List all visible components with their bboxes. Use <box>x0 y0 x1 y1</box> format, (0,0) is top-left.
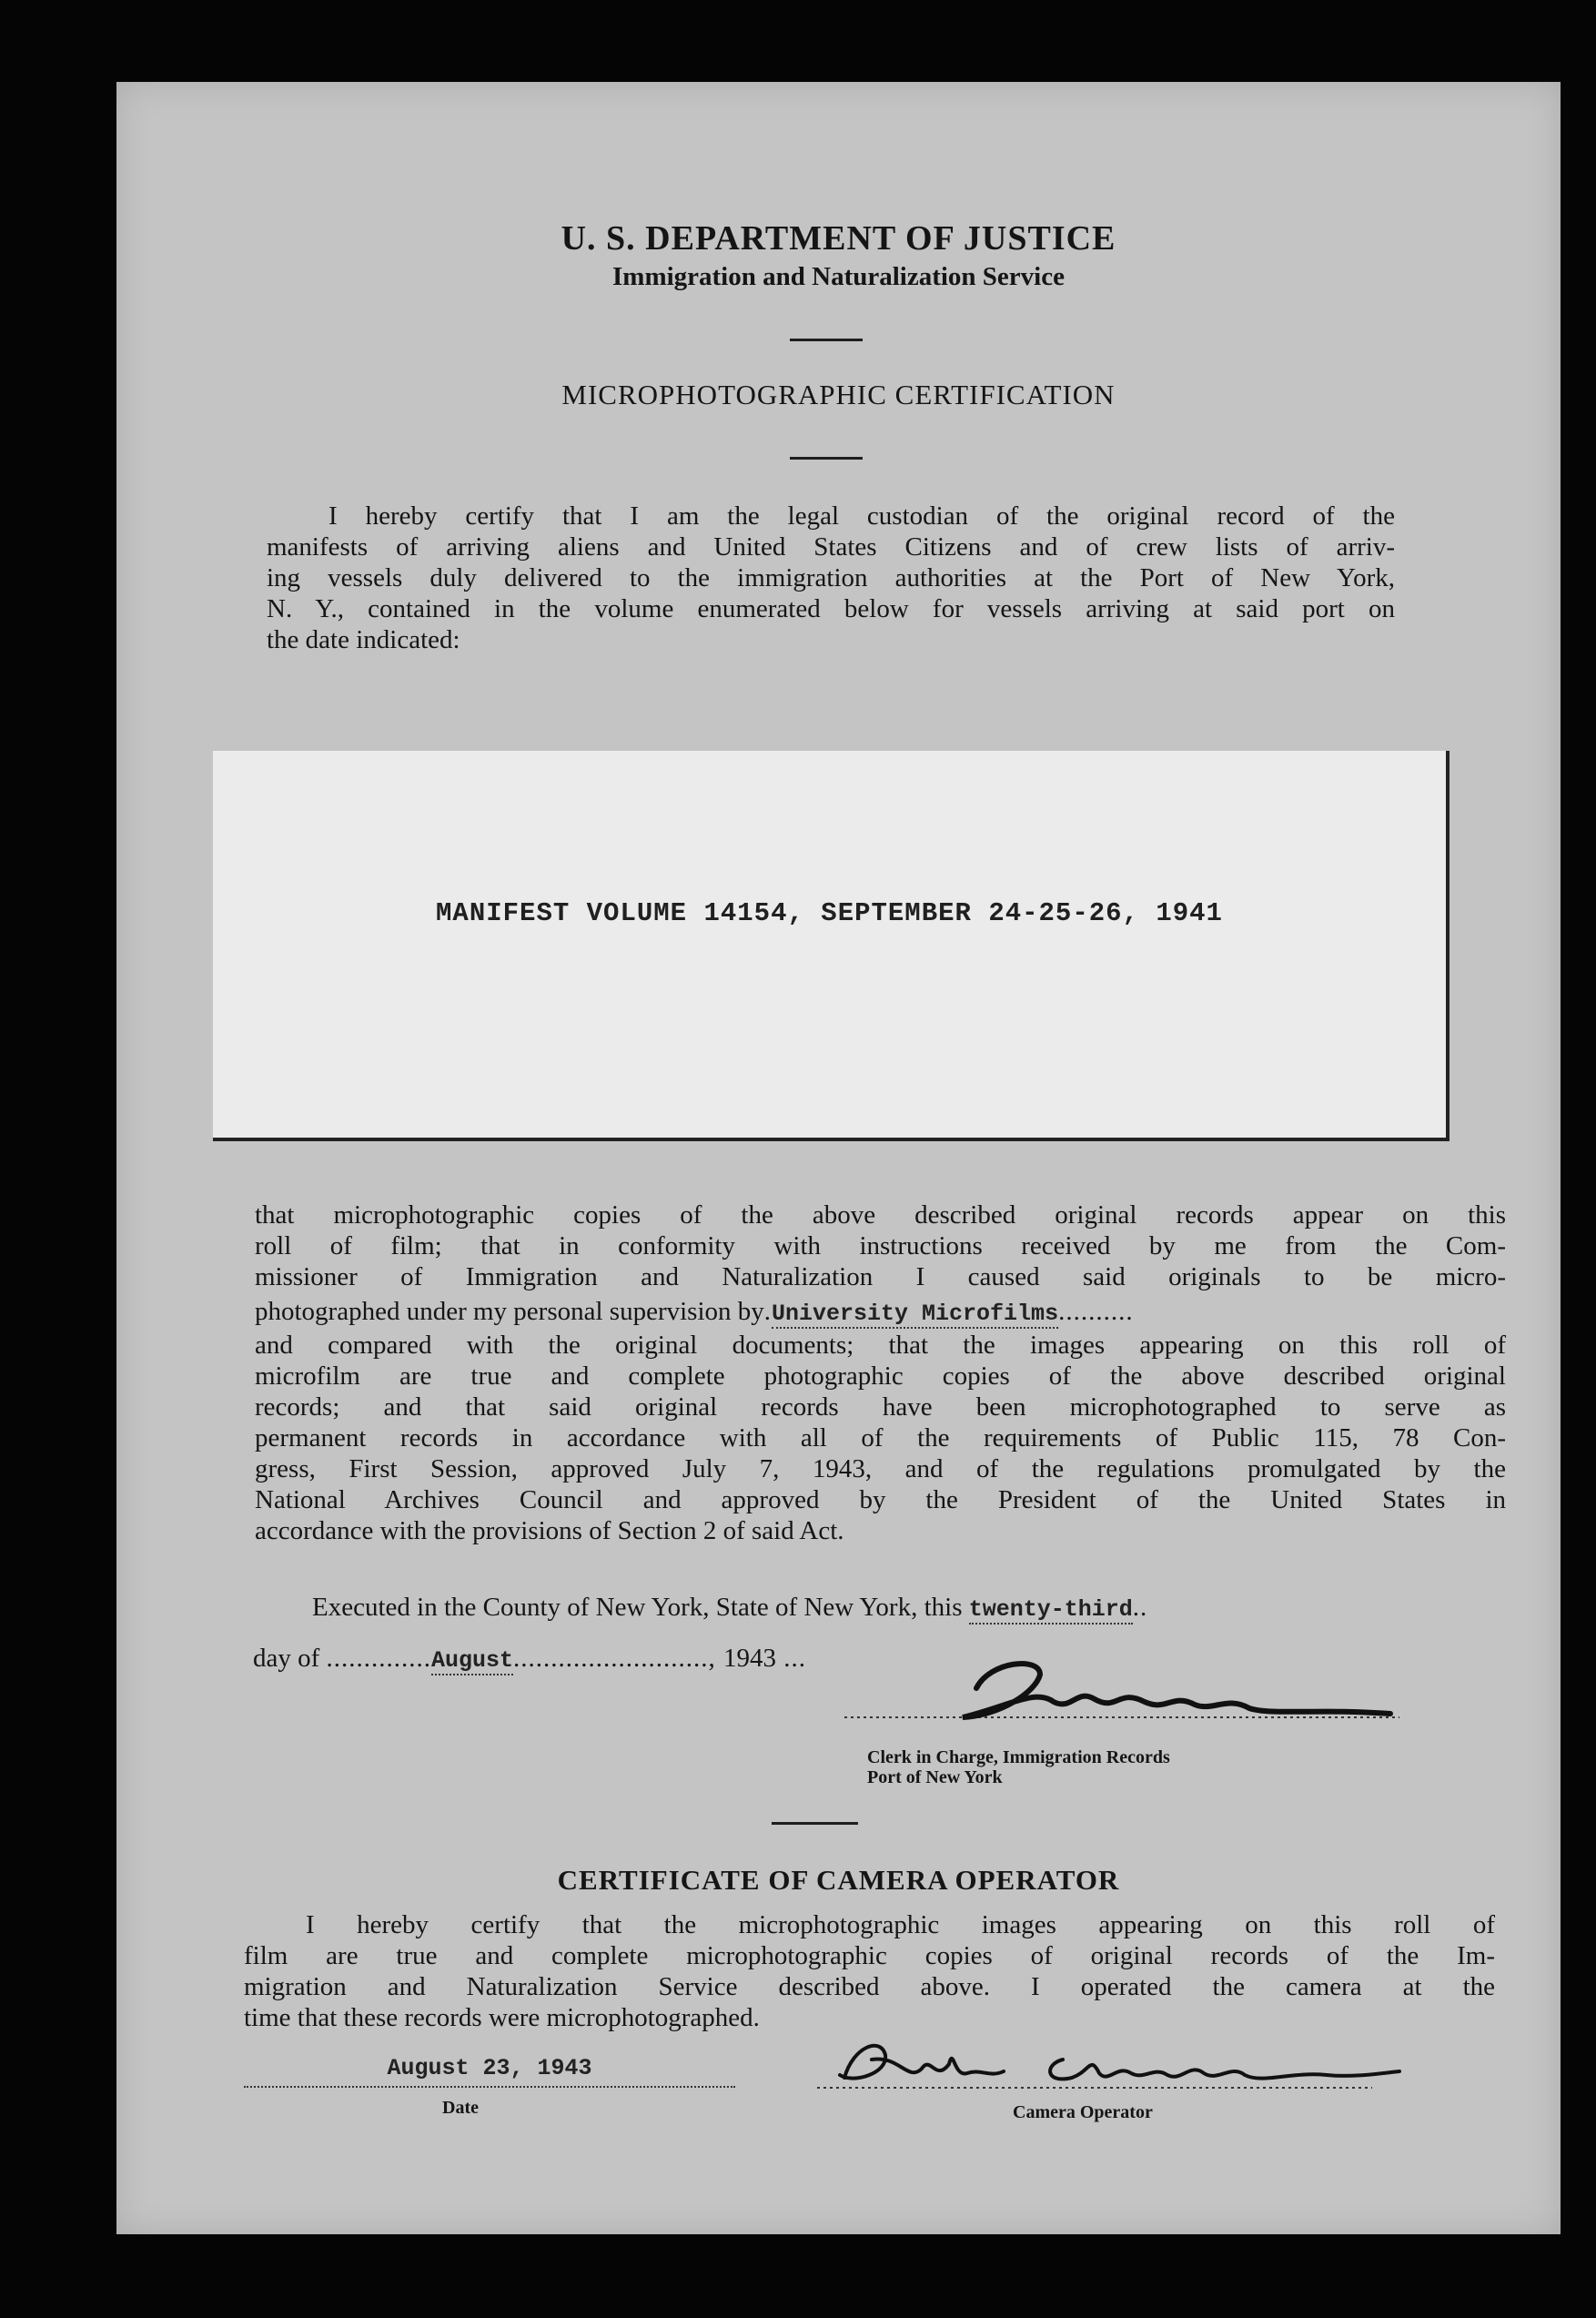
department-title: U. S. DEPARTMENT OF JUSTICE <box>561 219 1116 258</box>
operator-signature <box>817 2028 1509 2100</box>
clerk-title-line: Clerk in Charge, Immigration Records <box>867 1747 1170 1767</box>
intro-paragraph <box>267 501 1395 655</box>
body-paragraph <box>255 1199 1506 1546</box>
paragraph-line: film are true and complete microphotographic copies of original records of the Im- <box>244 1941 1495 1970</box>
day-of-line: day of ..............August.........................., 1943 ... <box>253 1644 807 1674</box>
manifest-volume-text: MANIFEST VOLUME 14154, SEPTEMBER 24-25-26, 1941 <box>436 898 1223 928</box>
manifest-card <box>213 751 1450 1141</box>
certification-title: MICROPHOTOGRAPHIC CERTIFICATION <box>561 379 1116 410</box>
paragraph-line: migration and Naturalization Service described above. I operated the camera at the <box>244 1972 1495 2001</box>
execution-year-value: 1943 <box>723 1644 777 1673</box>
date-value: August 23, 1943 <box>387 2055 592 2081</box>
paragraph-line: I hereby certify that the microphotographic images appearing on this roll of <box>306 1910 1495 1939</box>
execution-line: Executed in the County of New York, State of New York, this twenty-third.. <box>312 1593 1148 1623</box>
paragraph-line: ing vessels duly delivered to the immigration authorities at the Port of New York, <box>267 563 1395 592</box>
divider <box>772 1822 858 1825</box>
execution-prefix: Executed in the County of New York, State of New York, this <box>312 1593 963 1622</box>
paragraph-line: roll of film; that in conformity with instructions received by me from the Com- <box>255 1231 1506 1260</box>
paragraph-line: the date indicated: <box>267 625 460 654</box>
paragraph-line: records; and that said original records have been microphotographed to serve as <box>255 1392 1506 1422</box>
date-field <box>244 2055 735 2088</box>
clerk-title <box>867 1747 1170 1787</box>
clerk-signature <box>844 1652 1536 1734</box>
paragraph-line: manifests of arriving aliens and United States Citizens and of crew lists of arriv- <box>267 532 1395 562</box>
paragraph-line: microfilm are true and complete photographic copies of the above described original <box>255 1361 1506 1391</box>
certificate-sheet <box>116 82 1561 2234</box>
supervision-prefix: photographed under my personal supervision by <box>255 1297 764 1326</box>
paragraph-line: missioner of Immigration and Naturalization I caused said originals to be micro- <box>255 1262 1506 1291</box>
divider <box>790 339 863 341</box>
date-label: Date <box>442 2098 479 2118</box>
paragraph-line: I hereby certify that I am the legal custodian of the original record of the <box>328 501 1395 531</box>
paragraph-line: that microphotographic copies of the above described original records appear on this <box>255 1200 1506 1230</box>
paragraph-line: National Archives Council and approved by the President of the United States in <box>255 1485 1506 1514</box>
divider <box>790 457 863 460</box>
paragraph-line: time that these records were microphotographed. <box>244 2003 760 2032</box>
paragraph-line: gress, First Session, approved July 7, 1943, and of the regulations promulgated by the <box>255 1454 1506 1483</box>
paragraph-line: N. Y., contained in the volume enumerated below for vessels arriving at said port on <box>267 594 1395 623</box>
execution-day-value: twenty-third <box>968 1596 1133 1623</box>
supervision-line: photographed under my personal supervision by.University Microfilms.......... <box>255 1297 1134 1327</box>
camera-certificate-heading: CERTIFICATE OF CAMERA OPERATOR <box>557 1864 1120 1896</box>
day-of-label: day of <box>253 1644 320 1673</box>
execution-month-value: August <box>431 1647 514 1674</box>
paragraph-line: and compared with the original documents; that the images appearing on this roll of <box>255 1331 1506 1360</box>
paragraph-line: accordance with the provisions of Section 2 of said Act. <box>255 1516 844 1545</box>
service-subtitle: Immigration and Naturalization Service <box>612 262 1065 291</box>
paragraph-line: permanent records in accordance with all of the requirements of Public 115, 78 Con- <box>255 1423 1506 1453</box>
camera-certificate-paragraph <box>244 1909 1495 2033</box>
operator-label: Camera Operator <box>1013 2102 1153 2122</box>
supervisor-value: University Microfilms <box>772 1301 1059 1327</box>
clerk-title-line: Port of New York <box>867 1767 1003 1787</box>
